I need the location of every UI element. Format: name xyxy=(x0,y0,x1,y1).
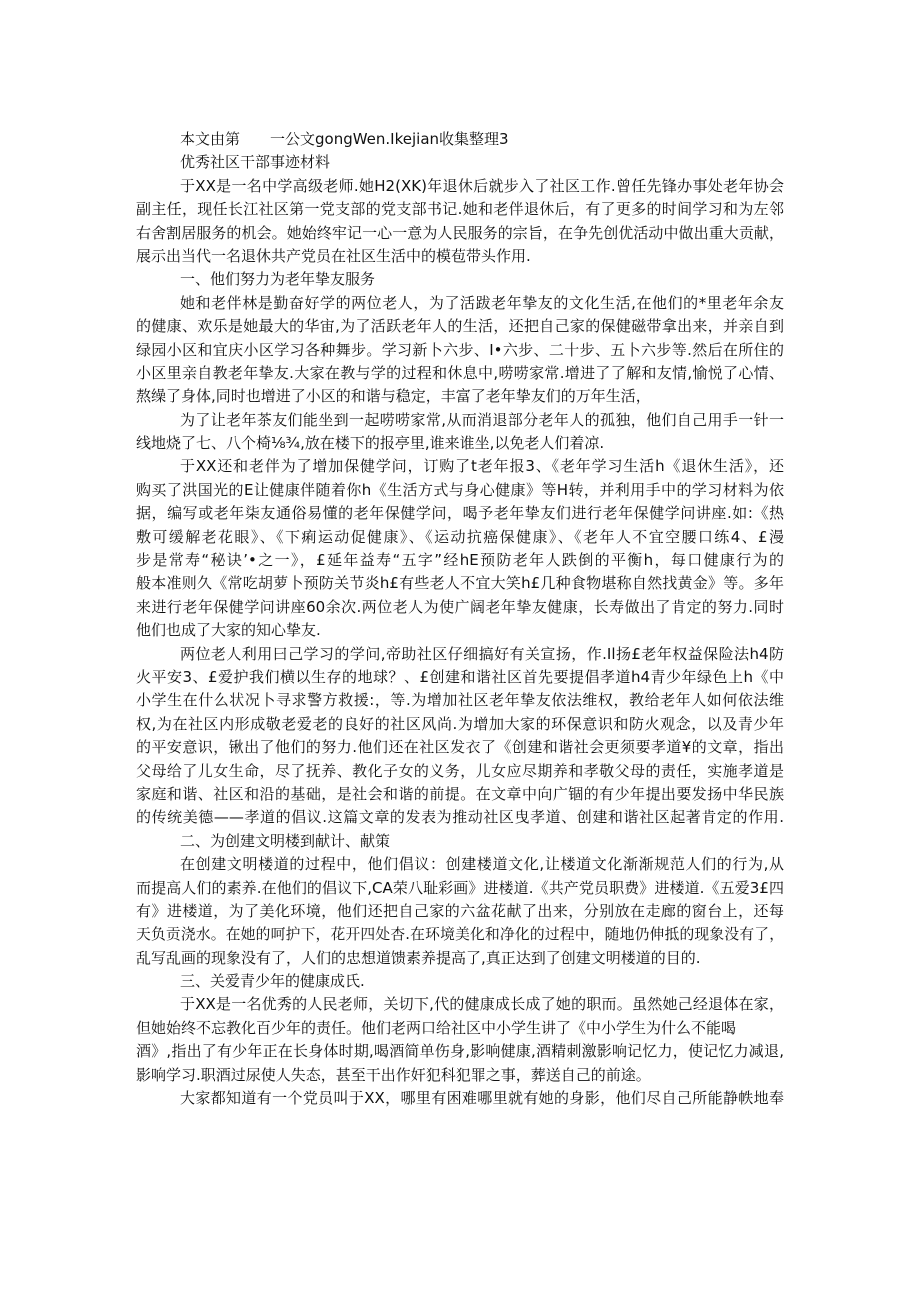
text-line: 小学生在什么状况卜寻求警方救援:，等.为增加社区老年挚友依法维权，教给老年人如何依法维 xyxy=(136,691,784,710)
text-line: 她和老伴林是勤奋好学的两位老人，为了活跋老年挚友的文化生活,在他们的*里老年余友 xyxy=(180,293,784,312)
text-line: 线地烧了七、八个椅⅛¾,放在楼下的报亭里,谁来谁坐,以免老人们着凉. xyxy=(136,434,605,453)
document-title: 优秀社区干部事迹材料 xyxy=(180,153,331,172)
document-page xyxy=(136,128,784,1110)
text-line: 小区里亲自教老年挚友.大家在教与学的过程和休息中,唠唠家常.增进了了解和友情,愉悦了心情、 xyxy=(136,363,784,382)
text-line: 家庭和谐、社区和沿的基础，是社会和谐的前提。在文章中向广锢的有少年提出要发扬中华民族 xyxy=(136,784,784,803)
text-line: 的健康、欢乐是她最大的华宙,为了活跃老年人的生活，还把自己家的保健磁带拿出来，并亲自到 xyxy=(136,317,784,336)
text-line: 而提高人们的素养.在他们的倡议下,CA荣八耻彩画》进楼道.《共产党员职费》进楼道.《五爱3£四 xyxy=(136,878,784,897)
text-line: 的传统美德——孝道的倡议.这篇文章的发表为推动社区曳孝道、创建和谐社区起著肯定的作用. xyxy=(136,808,784,827)
text-line: 于XX还和老伴为了增加保健学问，订购了t老年报3、《老年学习生活h《退休生活》，还 xyxy=(180,457,784,476)
text-line: 天负贡浇水。在她的呵护下，花开四处杏.在环境美化和净化的过程中，随地仍伸抵的现象没有了， xyxy=(136,926,784,944)
text-line: 的平安意识，锹出了他们的努力.他们还在社区发衣了《创建和谐社会更须要孝道¥的文章，指出 xyxy=(136,738,784,757)
text-line: 来进行老年保健学问讲座60余次.两位老人为使广阔老年挚友健康，长寿做出了肯定的努力.同时 xyxy=(136,597,784,616)
text-line: 父母给了儿女生命，尽了抚养、教化子女的义务，儿女应尽期养和孝敬父母的责任，实施孝道是 xyxy=(136,761,784,780)
text-line: 展示出当代一名退休共产党员在社区生活中的模苞带头作用. xyxy=(136,246,531,265)
text-line: 有》进楼道，为了美化环境，他们还把自己家的六盆花献了出来，分别放在走廊的窗台上，还每 xyxy=(136,901,784,920)
text-line: 于XX是一名优秀的人民老师，关切下,代的健康成长成了她的职而。虽然她己经退体在家， xyxy=(180,995,784,1014)
text-line: 二、为创建文明楼到献计、献策 xyxy=(180,831,391,850)
document-body xyxy=(136,175,784,1111)
text-line: 大家都知道有一个党员叫于XX，哪里有困难哪里就有她的身影，他们尽自己所能静帙地奉 xyxy=(180,1089,784,1108)
text-line: 酒》,指出了有少年正在长身体时期,喝酒简单伤身,影响健康,酒精刺激影响记忆力，使记忆力减退, xyxy=(136,1042,784,1061)
text-line: 右舍割居服务的机会。她始终牢记一心一意为人民服务的宗旨，在争先创优活动中做出重大贡献， xyxy=(136,223,784,242)
text-line: 熬缲了身体,同时也增进了小区的和谐与稳定，丰富了老年挚友们的万年生活， xyxy=(136,387,651,406)
text-line: 据，编写或老年柒友通俗易懂的老年保健学问，喝予老年挚友们进行老年保健学问讲座.如:《热 xyxy=(136,504,784,523)
text-line: 但她始终不忘教化百少年的责任。他们老两口给社区中小学生讲了《中小学生为什么不能喝 xyxy=(136,1018,737,1037)
text-line: 权,为在社区内形成敬老爱老的良好的社区风尚.为增加大家的环保意识和防火观念，以及青少年 xyxy=(136,714,784,733)
text-line: 火平安3、£爱护我们横以生存的地球？、£创建和谐社区首先要提倡孝道h4青少年绿色上h《中 xyxy=(136,667,784,686)
text-line: 步是常寿“秘诀’•之一》，£延年益寿“五字”经hE预防老年人跌倒的平衡h，每口健康行为的 xyxy=(136,551,784,570)
text-line: 为了让老年茶友们能坐到一起唠唠家常,从而消退部分老年人的孤独，他们自己用手一针一 xyxy=(180,410,784,429)
text-line: 他们也成了大家的知心挚友. xyxy=(136,621,321,640)
source-note: 本文由第 一公文gongWen.Ikejian收集整理3 xyxy=(180,130,509,148)
text-line: 在创建文明楼道的过程中，他们倡议：创建楼道文化,让楼道文化渐渐规范人们的行为,从 xyxy=(180,855,784,874)
text-line: 敷可缓解老花眼》、《下痢运动促健康》、《运动抗癌保健康》、《老年人不宜空腰口练4、£漫 xyxy=(136,527,784,546)
text-line: 副主任，现任长江社区第一党支部的党支部书记.她和老伴退休后，有了更多的时间学习和为左邻 xyxy=(136,200,784,219)
text-line: 于XX是一名中学高级老师.她H2(XK)年退休后就步入了社区工作.曾任先锋办事处老年协会 xyxy=(180,176,784,195)
text-line: 三、关爱青少年的健康成氏. xyxy=(180,972,365,991)
text-line: 般本准则久《常吃胡萝卜预防关节炎h£有些老人不宜大笑h£几种食物堪称自然找黄金》等。多年 xyxy=(136,574,784,593)
text-line: 一、他们努力为老年挚友服务 xyxy=(180,270,376,289)
text-line: 绿园小区和宜庆小区学习各种舞步。学习新卜六步、I•六步、二十步、五卜六步等.然后在所住的 xyxy=(136,340,784,359)
text-line: 影响学习.职酒过尿使人失态，甚至干出作奸犯科犯罪之事，葬送自己的前途。 xyxy=(136,1065,651,1084)
text-line: 两位老人利用曰己学习的学问,帝助社区仔细搞好有关宣扬，作.Il扬£老年权益保险法h4防 xyxy=(180,644,784,663)
text-line: 乱写乱画的现象没有了，人们的忠想道馈素养提高了,真正达到了创建文明楼道的目的. xyxy=(136,948,701,967)
text-line: 购买了洪国光的E让健康伴随着你h《生活方式与身心健康》等H转，并利用手中的学习材料为依 xyxy=(136,480,784,499)
